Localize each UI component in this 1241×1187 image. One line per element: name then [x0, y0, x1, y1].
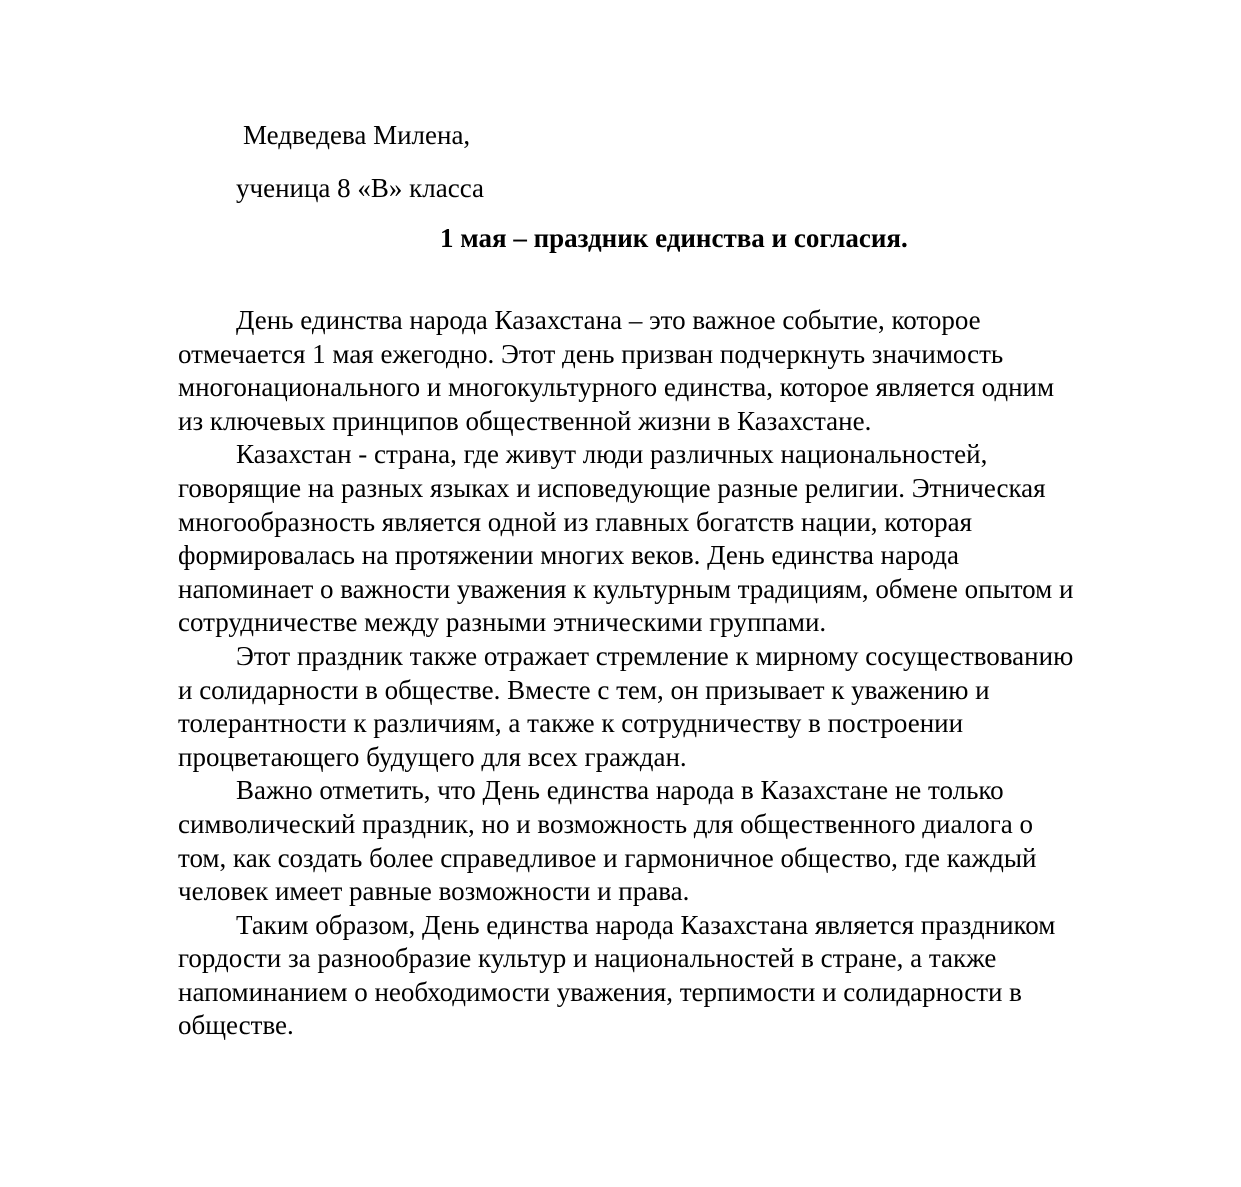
paragraph-line: процветающего будущего для всех граждан.: [178, 741, 687, 772]
paragraph-line: обществе.: [178, 1010, 294, 1041]
paragraph-2: [178, 438, 1158, 640]
paragraph-line: из ключевых принципов общественной жизни в Казахстане.: [178, 405, 872, 436]
document-body: [178, 304, 1158, 1043]
paragraph-3: [178, 640, 1158, 774]
paragraph-line: напоминает о важности уважения к культурным традициям, обмене опытом и: [178, 573, 1074, 604]
paragraph-line: Этот праздник также отражает стремление к мирному сосуществованию: [236, 640, 1074, 671]
paragraph-line: символический праздник, но и возможность для общественного диалога о: [178, 808, 1033, 839]
paragraph-line: говорящие на разных языках и исповедующие разные религии. Этническая: [178, 472, 1046, 503]
paragraph-line: отмечается 1 мая ежегодно. Этот день призван подчеркнуть значимость: [178, 338, 1004, 369]
author-class: ученица 8 «В» класса: [236, 173, 485, 203]
paragraph-line: День единства народа Казахстана – это важное событие, которое: [236, 305, 981, 335]
author-name: Медведева Милена,: [243, 120, 471, 150]
paragraph-5: [178, 909, 1158, 1043]
paragraph-line: гордости за разнообразие культур и национальностей в стране, а также: [178, 943, 997, 974]
paragraph-line: многообразность является одной из главных богатств нации, которая: [178, 506, 973, 537]
paragraph-line: толерантности к различиям, а также к сотрудничеству в построении: [178, 708, 964, 739]
paragraph-line: том, как создать более справедливое и гармоничное общество, где каждый: [178, 842, 1037, 873]
paragraph-line: и солидарности в обществе. Вместе с тем, он призывает к уважению и: [178, 674, 990, 705]
paragraph-line: Таким образом, День единства народа Казахстана является праздником: [236, 909, 1056, 940]
paragraph-line: Важно отметить, что День единства народа в Казахстане не только: [236, 775, 1004, 806]
paragraph-line: напоминанием о необходимости уважения, терпимости и солидарности в: [178, 976, 1022, 1007]
paragraph-1: [178, 304, 1158, 438]
paragraph-line: человек имеет равные возможности и права.: [178, 876, 690, 907]
paragraph-4: [178, 774, 1158, 908]
paragraph-line: формировалась на протяжении многих веков. День единства народа: [178, 540, 959, 571]
paragraph-line: многонационального и многокультурного единства, которое является одним: [178, 372, 1055, 403]
paragraph-line: Казахстан - страна, где живут люди различных национальностей,: [236, 439, 988, 470]
paragraph-line: сотрудничестве между разными этническими группами.: [178, 607, 827, 638]
document-title: 1 мая – праздник единства и согласия.: [440, 223, 908, 253]
